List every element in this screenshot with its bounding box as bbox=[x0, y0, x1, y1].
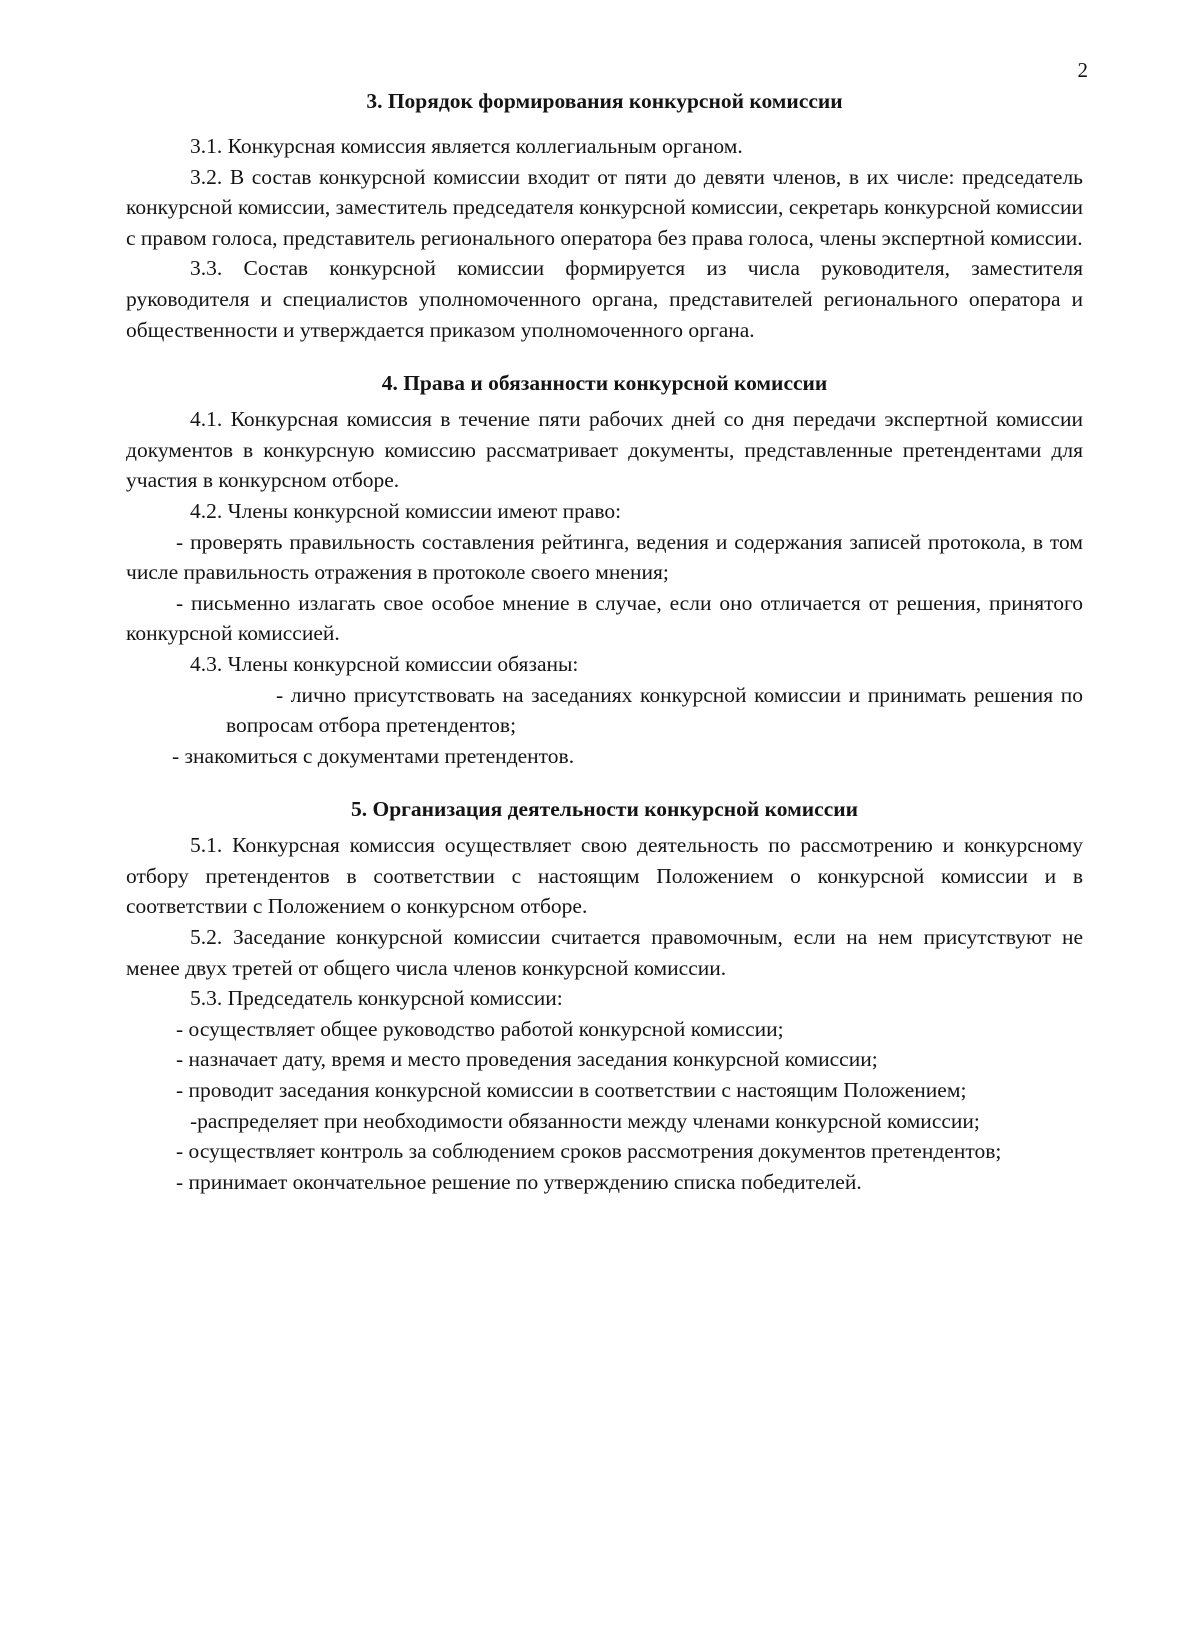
list-item: - проводит заседания конкурсной комиссии в соответствии с настоящим Положением; bbox=[176, 1078, 967, 1103]
paragraph-5-1: 5.1. Конкурсная комиссия осуществляет свою деятельность по рассмотрению и конкурсному отбору претендентов в соответствии с настоящим Положением о конкурсной комиссии и в соответствии с Положением о конкурсном отборе. bbox=[126, 833, 1083, 919]
paragraph-5-2: 5.2. Заседание конкурсной комиссии считается правомочным, если на нем присутствуют не менее двух третей от общего числа членов конкурсной комиссии. bbox=[126, 925, 1083, 980]
list-item: - письменно излагать свое особое мнение в случае, если оно отличается от решения, принятого конкурсной комиссией. bbox=[126, 590, 1083, 646]
paragraph-5-3: 5.3. Председатель конкурсной комиссии: bbox=[190, 986, 563, 1011]
paragraph-3-1: 3.1. Конкурсная комиссия является коллегиальным органом. bbox=[190, 134, 743, 158]
page-number: 2 bbox=[1077, 58, 1088, 82]
list-item: -распределяет при необходимости обязанности между членами конкурсной комиссии; bbox=[190, 1108, 980, 1133]
list-item: - осуществляет контроль за соблюдением сроков рассмотрения документов претендентов; bbox=[176, 1139, 1002, 1164]
document-body bbox=[126, 85, 1083, 1197]
paragraph-3-3: 3.3. Состав конкурсной комиссии формируется из числа руководителя, заместителя руководителя и специалистов уполномоченного органа, представителей регионального оператора и общественности и утверждается приказом уполномоченного органа. bbox=[126, 256, 1083, 342]
paragraph-4-2: 4.2. Члены конкурсной комиссии имеют право: bbox=[190, 498, 622, 523]
list-item: - знакомиться с документами претендентов. bbox=[172, 743, 575, 768]
paragraph-3-2: 3.2. В состав конкурсной комиссии входит от пяти до девяти членов, в их числе: председатель конкурсной комиссии, заместитель председателя конкурсной комиссии, секретарь конкурсной комиссии с правом голоса, представитель регионального оператора без права голоса, члены экспертной комиссии. bbox=[126, 164, 1083, 250]
section-4-heading: 4. Права и обязанности конкурсной комиссии bbox=[381, 371, 828, 396]
list-item: - осуществляет общее руководство работой конкурсной комиссии; bbox=[176, 1016, 784, 1041]
paragraph-4-3: 4.3. Члены конкурсной комиссии обязаны: bbox=[190, 651, 579, 676]
list-item: - принимает окончательное решение по утверждению списка победителей. bbox=[176, 1169, 862, 1194]
section-5-heading: 5. Организация деятельности конкурсной комиссии bbox=[350, 797, 859, 822]
list-item: - лично присутствовать на заседаниях конкурсной комиссии и принимать решения по вопросам отбора претендентов; bbox=[226, 682, 1083, 738]
paragraph-4-1: 4.1. Конкурсная комиссия в течение пяти рабочих дней со дня передачи экспертной комиссии документов в конкурсную комиссию рассматривает документы, представленные претендентами для участия в конкурсном отборе. bbox=[126, 407, 1083, 493]
list-item: - проверять правильность составления рейтинга, ведения и содержания записей протокола, в том числе правильность отражения в протоколе своего мнения; bbox=[126, 529, 1083, 585]
list-item: - назначает дату, время и место проведения заседания конкурсной комиссии; bbox=[176, 1047, 878, 1072]
section-3-heading: 3. Порядок формирования конкурсной комиссии bbox=[366, 89, 843, 113]
